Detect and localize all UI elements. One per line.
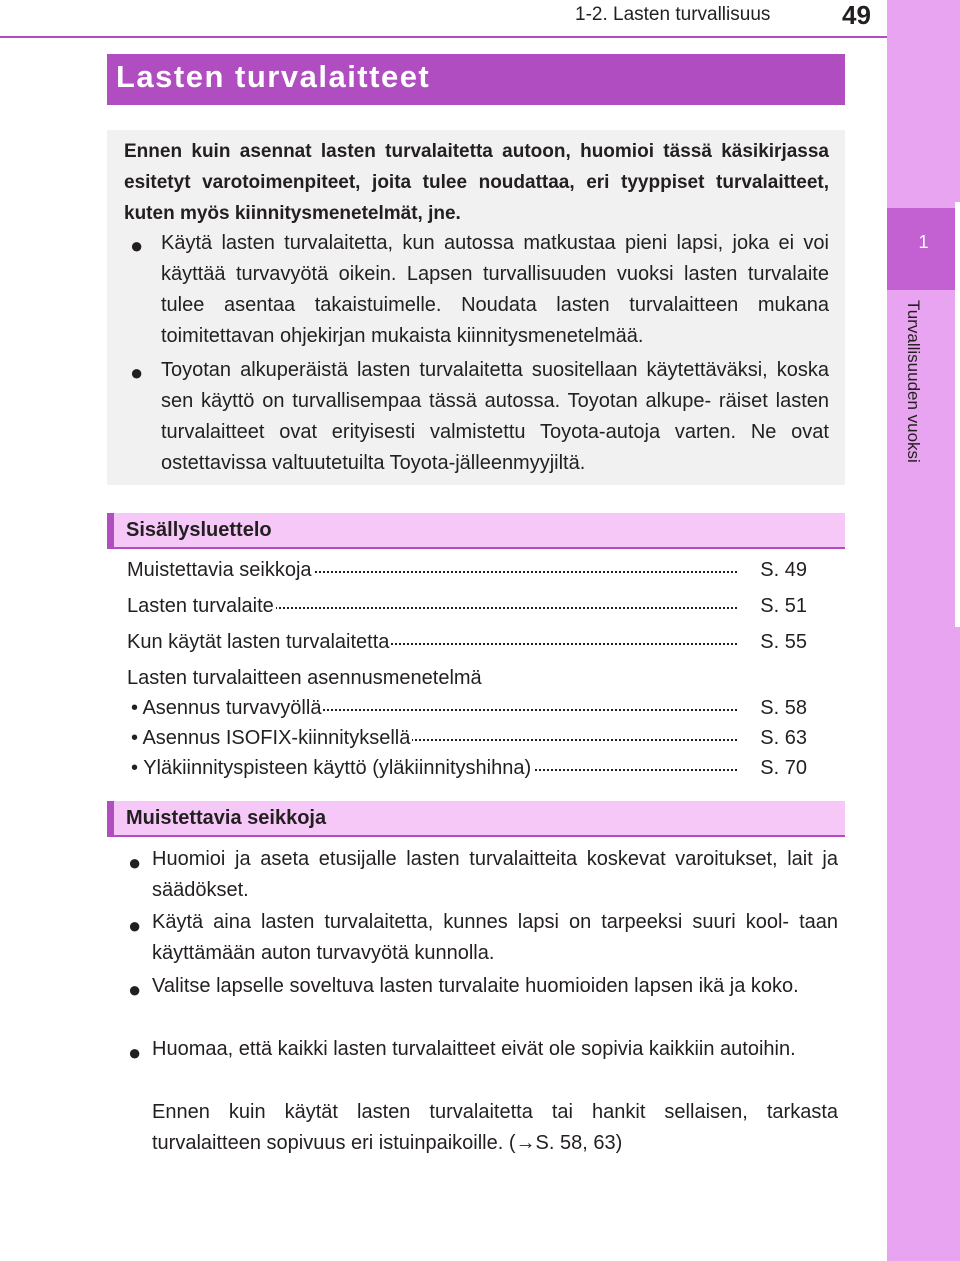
bullet-icon: ● <box>130 360 144 385</box>
toc-group <box>127 667 807 697</box>
toc-item-title: Kun käytät lasten turvalaitetta <box>127 631 390 653</box>
toc-sub-item[interactable] <box>131 757 807 787</box>
toc-item[interactable] <box>127 631 807 661</box>
toc-item-page: S. 58 <box>750 697 807 720</box>
toc-item-page: S. 51 <box>750 595 807 618</box>
toc-sub-item[interactable] <box>131 727 807 757</box>
remember-continuation: Ennen kuin käytät lasten turvalaitetta tai hankit sellaisen, tarkasta turvalaitteen sopivuus eri istuinpaikoille. (→S. 58, 63) <box>152 1101 838 1154</box>
toc-item[interactable] <box>127 595 807 625</box>
remember-bullet: Huomioi ja aseta etusijalle lasten turvalaitteita koskevat varoitukset, lait ja säädökset. <box>152 848 838 901</box>
toc-item-title: • Asennus ISOFIX-kiinnityksellä <box>131 727 411 749</box>
toc-item-title: Lasten turvalaite <box>127 595 274 617</box>
remember-bullet: Valitse lapselle soveltuva lasten turvalaite huomioiden lapsen ikä ja koko. <box>152 975 799 997</box>
bullet-icon: ● <box>130 233 144 258</box>
toc-item-title: Muistettavia seikkoja <box>127 559 312 581</box>
toc-sub-item[interactable] <box>131 697 807 727</box>
side-divider <box>955 202 960 627</box>
toc-item-page: S. 70 <box>750 757 807 780</box>
bullet-icon: ● <box>128 977 142 1002</box>
bullet-icon: ● <box>128 850 142 875</box>
intro-bullet: Käytä lasten turvalaitetta, kun autossa matkustaa pieni lapsi, joka ei voi käyttää turvavyötä oikein. Lapsen turvallisuuden vuoksi lasten turvalaite tulee asentaa takaistuimelle. Noudata lasten turvalaitteen mukana toimitettavan ohjekirjan mukaista kiinnitysmenetelmää. <box>161 232 829 347</box>
chapter-title: Turvallisuuden vuoksi <box>904 300 923 463</box>
section-header: 1-2. Lasten turvallisuus <box>575 4 771 25</box>
remember-heading: Muistettavia seikkoja <box>126 807 327 829</box>
intro-lead: Ennen kuin asennat lasten turvalaitetta autoon, huomioi tässä käsikirjassa esitetyt varotoimenpiteet, joita tulee noudattaa, eri tyyppiset turvalaitteet, kuten myös kiinnitysmenetelmät, jne. <box>124 141 829 224</box>
bullet-icon: ● <box>128 913 142 938</box>
toc-item-page: S. 55 <box>750 631 807 654</box>
toc-heading: Sisällysluettelo <box>126 519 272 541</box>
header-rule <box>0 36 887 38</box>
page-number: 49 <box>842 0 871 30</box>
toc-item[interactable] <box>127 559 807 589</box>
chapter-number: 1 <box>918 232 929 252</box>
side-band <box>887 0 960 1261</box>
toc-item-page: S. 49 <box>750 559 807 582</box>
toc-item-title: • Yläkiinnityspisteen käyttö (yläkiinnityshihna) <box>131 757 532 779</box>
page-title: Lasten turvalaitteet <box>116 59 431 94</box>
bullet-icon: ● <box>128 1040 142 1065</box>
toc-item-title: • Asennus turvavyöllä <box>131 697 322 719</box>
intro-bullet: Toyotan alkuperäistä lasten turvalaitetta suositellaan käytettäväksi, koska sen käyttö on turvallisempaa tässä autossa. Toyotan alkupe- räiset lasten turvalaitteet ovat erityisesti valmistettu Toyota-autoja varten. Ne ovat ostettavissa valtuutetuilta Toyota-jälleenmyyjiltä. <box>161 359 829 474</box>
remember-bullet: Huomaa, että kaikki lasten turvalaitteet eivät ole sopivia kaikkiin autoihin. <box>152 1038 796 1060</box>
toc-group-title: Lasten turvalaitteen asennusmenetelmä <box>127 667 482 689</box>
toc-item-page: S. 63 <box>750 727 807 750</box>
remember-bullet: Käytä aina lasten turvalaitetta, kunnes lapsi on tarpeeksi suuri kool- taan käyttämään auton turvavyötä kunnolla. <box>152 911 838 964</box>
